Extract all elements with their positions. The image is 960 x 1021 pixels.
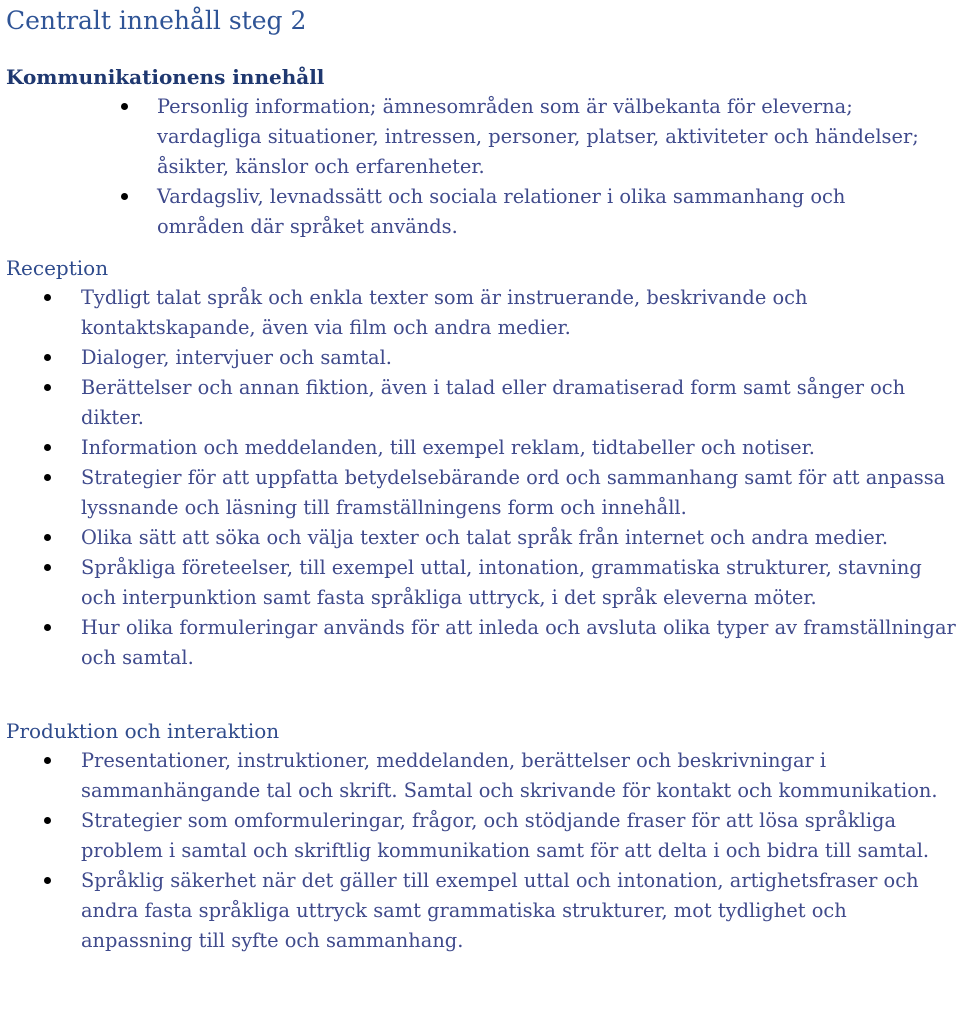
bullet-icon (121, 193, 128, 200)
list-item: Språklig säkerhet när det gäller till exempel uttal och intonation, artighetsfraser och andra fasta språkliga uttryck samt grammatiska strukturer, mot tydlighet och anpassning till syfte och sammanhang. (0, 866, 960, 956)
bullet-icon (44, 444, 51, 451)
list-item: Språkliga företeelser, till exempel uttal, intonation, grammatiska strukturer, stavning och interpunktion samt fasta språkliga uttryck, i det språk eleverna möter. (0, 553, 960, 613)
list-item: Dialoger, intervjuer och samtal. (0, 343, 960, 373)
bullet-icon (44, 624, 51, 631)
bullet-icon (44, 817, 51, 824)
section-heading: Kommunikationens innehåll (6, 65, 325, 89)
list-item: Strategier för att uppfatta betydelsebärande ord och sammanhang samt för att anpassa lyssnande och läsning till framställningens form och innehåll. (0, 463, 960, 523)
bullet-icon (121, 103, 128, 110)
bullet-icon (44, 757, 51, 764)
bullet-icon (44, 384, 51, 391)
list-item: Strategier som omformuleringar, frågor, och stödjande fraser för att lösa språkliga problem i samtal och skriftlig kommunikation samt för att delta i och bidra till samtal. (0, 806, 960, 866)
list-item: Berättelser och annan fiktion, även i talad eller dramatiserad form samt sånger och dikter. (0, 373, 960, 433)
bullet-list (0, 746, 960, 956)
page-title: Centralt innehåll steg 2 (6, 6, 307, 35)
list-item: Presentationer, instruktioner, meddelanden, berättelser och beskrivningar i sammanhängande tal och skrift. Samtal och skrivande för kontakt och kommunikation. (0, 746, 960, 806)
bullet-icon (44, 354, 51, 361)
bullet-icon (44, 564, 51, 571)
bullet-list (0, 92, 960, 242)
list-item: Personlig information; ämnesområden som är välbekanta för eleverna; vardagliga situationer, intressen, personer, platser, aktiviteter och händelser; åsikter, känslor och erfarenheter. (0, 92, 960, 182)
section-heading: Reception (6, 256, 109, 280)
bullet-icon (44, 294, 51, 301)
bullet-icon (44, 534, 51, 541)
section-kommunikationens-innehall (0, 62, 960, 242)
bullet-list (0, 283, 960, 673)
list-item: Olika sätt att söka och välja texter och talat språk från internet och andra medier. (0, 523, 960, 553)
list-item: Hur olika formuleringar används för att inleda och avsluta olika typer av framställningar och samtal. (0, 613, 960, 673)
list-item: Information och meddelanden, till exempel reklam, tidtabeller och notiser. (0, 433, 960, 463)
bullet-icon (44, 474, 51, 481)
list-item: Tydligt talat språk och enkla texter som är instruerande, beskrivande och kontaktskapande, även via film och andra medier. (0, 283, 960, 343)
section-heading: Produktion och interaktion (6, 719, 280, 743)
section-reception (0, 253, 960, 673)
list-item: Vardagsliv, levnadssätt och sociala relationer i olika sammanhang och områden där språket används. (0, 182, 960, 242)
bullet-icon (44, 877, 51, 884)
section-produktion-och-interaktion (0, 716, 960, 956)
